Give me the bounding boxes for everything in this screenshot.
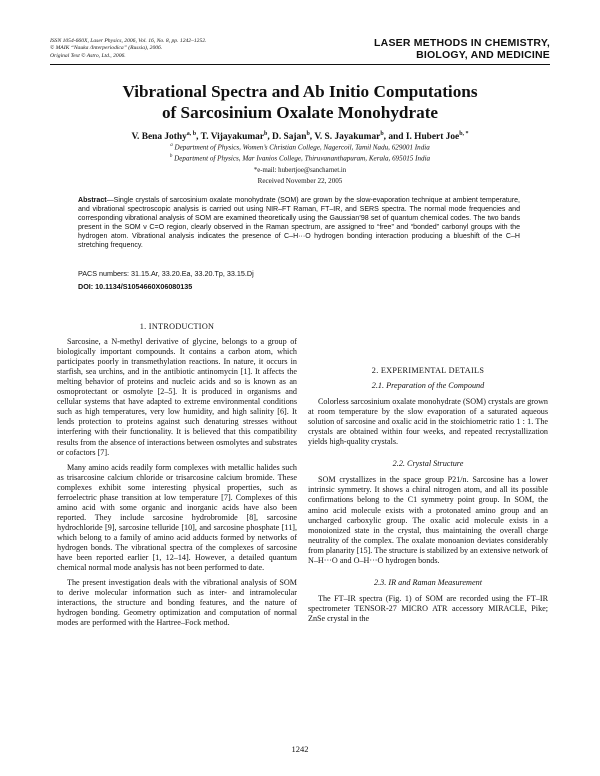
author-name: V. S. Jayakumar — [314, 132, 381, 143]
author-affiliation-marker: b — [380, 131, 384, 137]
section-title-line2: BIOLOGY, AND MEDICINE — [416, 49, 550, 61]
author-affiliation-marker: b — [264, 131, 268, 137]
author-name: V. Bena Jothy — [131, 132, 187, 143]
doi: DOI: 10.1134/S1054660X06080135 — [78, 282, 193, 291]
title-line1: Vibrational Spectra and Ab Initio Computations — [122, 82, 478, 101]
author-name: T. Vijayakumar — [200, 132, 265, 143]
right-column — [308, 322, 548, 624]
intro-paragraph-2: Many amino acids readily form complexes with metallic halides such as trisarcosine calcium chloride or trisarcosine calcium bromide. These complexes exhibit some interesting physical properties, such as ferroelectric phase transition at low temperature [7]. Complexes of this amino acid with some organic and inorganic acids have also been reported. They include sarcosine hydrobromide [8], sarcosine hydrochloride [9], sarcosine telluride [10], and sarcosine phosphate [11], which belong to a family of amino acid adducts formed by networks of hydrogen bonds. The vibrational spectra of the complexes of sarcosine have been reported earlier [1, 12–14]. However, a detailed quantum chemical normal mode analysis has not been performed to date. — [57, 462, 297, 573]
author-affiliation-marker: b — [306, 131, 310, 137]
ir-raman-heading: 2.3. IR and Raman Measurement — [374, 577, 482, 587]
page-number: 1242 — [291, 744, 309, 754]
crystal-structure-heading: 2.2. Crystal Structure — [392, 459, 464, 469]
author-name: D. Sajan — [272, 132, 307, 143]
abstract-text: —Single crystals of sarcosinium oxalate monohydrate (SOM) are grown by the slow-evaporation technique at ambient temperature, and vibrational spectroscopic analysis is carried out using NIR–FT Raman, FT–IR, and SERS spectra. The normal mode frequencies and corresponding vibrational analysis of SOM are examined theoretically using the Gaussian’98 set of quantum chemical codes. The two bands present in the SOM ν C=O region, clearly observed in the Raman spectrum, are assigned to “free” and “bonded” carbonyl groups with the hydrogen atom. Vibrational analysis indicates the presence of C–H···O hydrogen bonding interaction producing a blueshift of the C–H stretching frequency. — [78, 197, 520, 249]
affiliation-b-text: Department of Physics, Mar Ivanios College, Thiruvananthapuram, Kerala, 695015 India — [174, 154, 431, 163]
author-affiliation-marker: a, b — [186, 131, 197, 137]
copyright-line: © MAIK “Nauka /Interperiodica” (Russia), 2006. — [50, 45, 163, 52]
article-title — [50, 81, 550, 123]
author-separator: , — [267, 132, 273, 143]
introduction-heading: 1. INTRODUCTION — [139, 322, 215, 331]
affiliation-a — [50, 141, 550, 152]
abstract-label: Abstract — [78, 197, 107, 204]
section-title-line1: LASER METHODS IN CHEMISTRY, — [374, 37, 550, 49]
affiliation-b-marker: b — [169, 154, 173, 159]
journal-citation — [50, 38, 350, 60]
author-separator: , and — [383, 132, 406, 143]
original-text-line: Original Text © Astro, Ltd., 2006. — [50, 52, 126, 59]
pacs-numbers: PACS numbers: 31.15.Ar, 33.20.Ea, 33.20.Tp, 33.15.Dj — [78, 269, 254, 278]
title-line2: of Sarcosinium Oxalate Monohydrate — [161, 103, 439, 122]
header-divider — [50, 64, 550, 65]
author-separator: , — [309, 132, 315, 143]
experimental-heading: 2. EXPERIMENTAL DETAILS — [371, 366, 485, 375]
author-name: I. Hubert Joe — [405, 132, 460, 143]
author-affiliation-marker: b, * — [459, 131, 469, 137]
received-date: Received November 22, 2005 — [257, 177, 343, 185]
affiliation-b — [50, 152, 550, 163]
intro-paragraph-1: Sarcosine, a N-methyl derivative of glycine, belongs to a group of biologically important compounds. It contains a carbon atom, which participates poorly in transmethylation reactions. In nature, it occurs in starfish, sea urchins, and in the antibiotic antinomycin [1]. It affects the melting behavior of proteins and nucleic acids and so is known as an osmoprotectant or osmolyte [2–5]. It is produced in organisms and cellular systems that have adapted to extreme environmental conditions such as high temperatures, very low humidity, and high salinity [6]. It lends protection to proteins against such denaturing stresses without interfering with their functionality. It is believed that this compatibility results from the absence of interactions between osmolytes and substrates or cofactors [7]. — [57, 337, 297, 457]
ir-raman-paragraph: The FT–IR spectra (Fig. 1) of SOM are recorded using the FT–IR spectrometer TENSOR-27 MICRO ATR accessory MIRACLE, Pike; ZnSe crystal in the — [308, 593, 548, 623]
left-column — [57, 322, 297, 628]
issn-line: ISSN 1054-660X, Laser Physics, 2006, Vol. 16, No. 8, pp. 1242–1252. — [50, 38, 207, 44]
abstract — [78, 197, 520, 250]
crystal-structure-paragraph: SOM crystallizes in the space group P21/n. Sarcosine has a lower intrinsic symmetry. It shows a chiral nitrogen atom, and all its possible confirmations belong to the C1 symmetry point group. In SOM, the amino acid molecule exists with a protonated amino group and an uncharged carboxylic group. The oxalic acid molecule exists in a monoionized state in the crystal, thus maintaining the overall charge neutrality of the complex. The oxalate monoanion deviates considerably from planarity [15]. The structure is stabilized by an extensive network of N–H···O and O–H···O hydrogen bonds. — [308, 475, 548, 565]
affiliation-a-text: Department of Physics, Women’s Christian College, Nagercoil, Tamil Nadu, 629001 India — [174, 143, 430, 152]
preparation-heading: 2.1. Preparation of the Compound — [371, 381, 485, 391]
intro-paragraph-3: The present investigation deals with the vibrational analysis of SOM to derive molecular information such as inter- and intramolecular interactions, the structure and bonding features, and the nature of hydrogen bonding. Geometry optimization and computation of normal modes are performed with the Hartree–Fock method. — [57, 578, 297, 628]
author-separator: , — [196, 132, 201, 143]
affiliation-a-marker: a — [170, 143, 173, 148]
corresponding-email: *e-mail: hubertjoe@sancharnet.in — [253, 167, 347, 174]
preparation-paragraph: Colorless sarcosinium oxalate monohydrate (SOM) crystals are grown at room temperature by the slow evaporation of a saturated aqueous solution of sarcosine and oxalic acid in the stoichiometric ratio 1 : 1. The crystals are obtained within four weeks, and repeated recrystallization yields high-quality crystals. — [308, 397, 548, 447]
journal-section-title — [374, 37, 550, 61]
